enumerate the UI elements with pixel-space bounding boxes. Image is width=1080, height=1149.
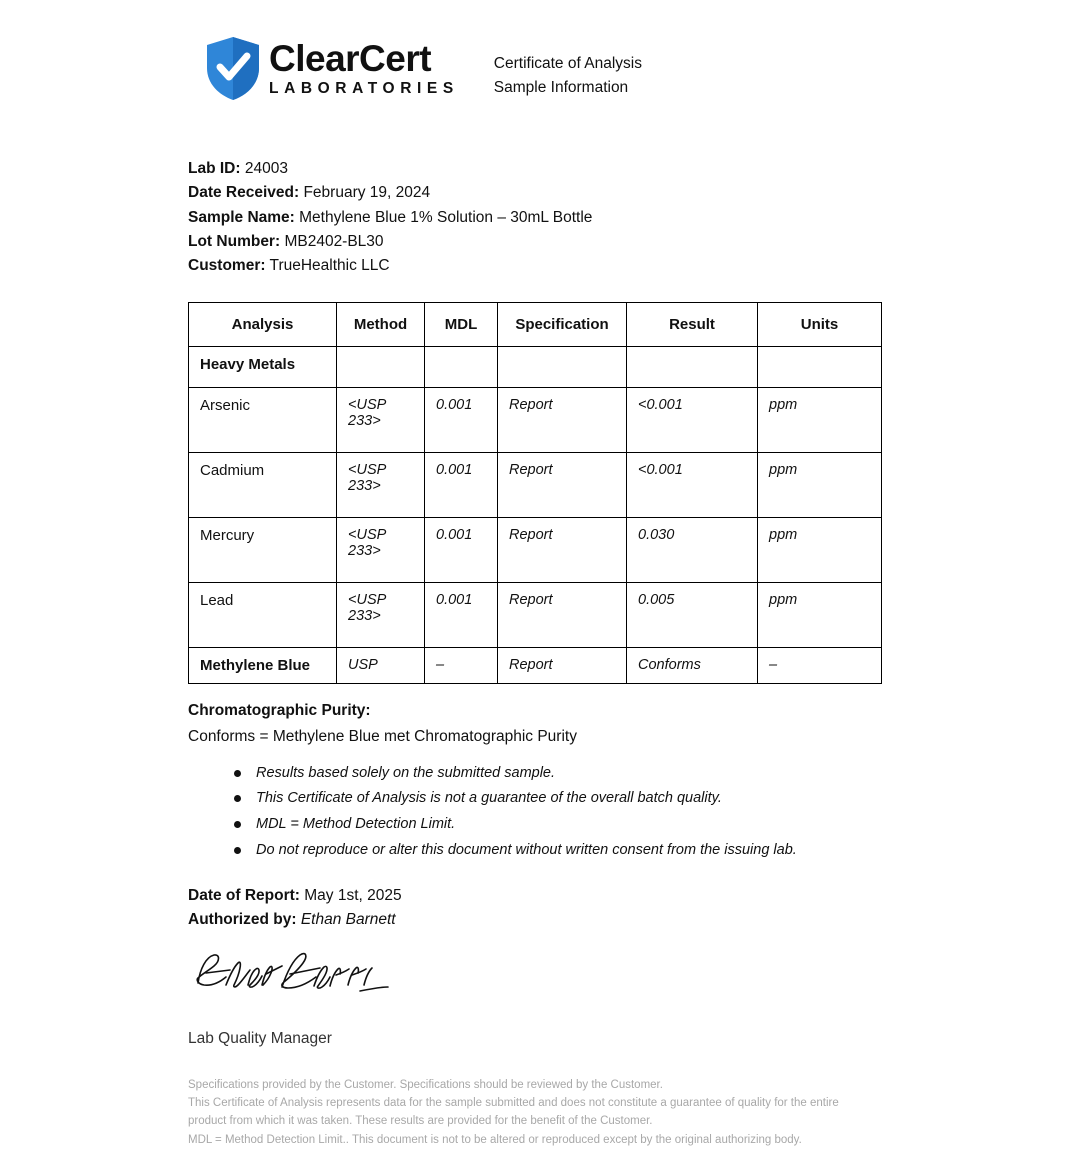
document-title-line1: Certificate of Analysis [493,55,642,72]
notes-list [232,764,1080,860]
cell-result [627,346,758,387]
sample-info-row [188,181,1080,205]
cell-analysis: Lead [189,582,337,647]
cell-result: 0.005 [627,582,758,647]
cell-mdl: 0.001 [425,452,498,517]
cell-result: <0.001 [627,387,758,452]
cell-analysis: Mercury [189,517,337,582]
authorized-by-label: Authorized by: [188,911,297,929]
table-row [189,647,882,683]
sample-info-row [188,157,1080,181]
cell-result: 0.030 [627,517,758,582]
cell-analysis: Arsenic [189,387,337,452]
lot-number-label: Lot Number: [188,232,281,250]
cell-specification [498,346,627,387]
brand-text [269,37,459,99]
footer-line-2: This Certificate of Analysis represents data for the sample submitted and does not constitute a guarantee of quality for the entire product from which it was taken. These results are provided for the benefit of the Customer. [188,1097,839,1128]
table-row [189,582,882,647]
cell-units: ppm [758,582,882,647]
signoff-section [188,884,1080,933]
cell-units: – [758,647,882,683]
results-table [188,302,882,684]
table-row [189,517,882,582]
cell-units: ppm [758,452,882,517]
sample-name-value: Methylene Blue 1% Solution – 30mL Bottle [299,208,593,226]
footer-line-3: MDL = Method Detection Limit.. This document is not to be altered or reproduced except by the original authorizing body. [188,1133,802,1146]
column-header-result: Result [627,302,758,346]
sample-information [188,157,1080,279]
date-received-value: February 19, 2024 [303,184,431,202]
document-title-line2: Sample Information [493,79,629,97]
brand-name: ClearCert [269,37,432,79]
list-item: Results based solely on the submitted sample. [232,764,1080,783]
cell-units [758,346,882,387]
column-header-specification: Specification [498,302,627,346]
column-header-mdl: MDL [425,302,498,346]
report-date-label: Date of Report: [188,887,300,905]
authorized-by-value: Ethan Barnett [300,911,396,929]
table-row [189,452,882,517]
authorized-by-row [188,908,1080,932]
chromatographic-purity-section [188,702,1080,746]
cell-method: <USP 233> [337,582,425,647]
document-footer [188,1076,878,1149]
cell-analysis: Cadmium [189,452,337,517]
cell-specification: Report [498,647,627,683]
cell-specification: Report [498,452,627,517]
cell-method: <USP 233> [337,452,425,517]
cell-result: <0.001 [627,452,758,517]
sample-name-label: Sample Name: [188,208,295,226]
cell-method [337,346,425,387]
cell-specification: Report [498,582,627,647]
cell-method: <USP 233> [337,517,425,582]
cell-analysis: Methylene Blue [189,647,337,683]
report-date-value: May 1st, 2025 [304,887,402,905]
cell-mdl: 0.001 [425,582,498,647]
sample-info-row [188,206,1080,230]
list-item: MDL = Method Detection Limit. [232,815,1080,834]
customer-value: TrueHealthic LLC [269,257,390,275]
table-header-row [189,302,882,346]
sample-info-row [188,230,1080,254]
cell-units: ppm [758,517,882,582]
cell-method: <USP 233> [337,387,425,452]
signature-image [190,947,390,1003]
clearcert-logo [205,36,459,102]
cell-specification: Report [498,517,627,582]
footer-line-1: Specifications provided by the Customer. Specifications should be reviewed by the Customer. [188,1078,663,1091]
list-item: Do not reproduce or alter this document without written consent from the issuing lab. [232,841,1080,860]
lot-number-value: MB2402-BL30 [284,232,384,250]
column-header-units: Units [758,302,882,346]
purity-text: Conforms = Methylene Blue met Chromatographic Purity [188,727,577,745]
cell-mdl: 0.001 [425,517,498,582]
column-header-analysis: Analysis [189,302,337,346]
list-item: This Certificate of Analysis is not a guarantee of the overall batch quality. [232,789,1080,808]
shield-check-icon [205,36,261,102]
lab-id-value: 24003 [244,160,288,177]
lab-id-label: Lab ID: [188,160,241,177]
cell-analysis: Heavy Metals [189,346,337,387]
document-header [0,0,1080,102]
cell-units: ppm [758,387,882,452]
customer-label: Customer: [188,257,266,275]
column-header-method: Method [337,302,425,346]
table-row [189,346,882,387]
cell-result: Conforms [627,647,758,683]
purity-heading: Chromatographic Purity: [188,701,371,719]
date-received-label: Date Received: [188,184,300,202]
sample-info-row [188,254,1080,278]
brand-subtitle: LABORATORIES [269,80,459,98]
document-title [494,36,642,100]
report-date-row [188,884,1080,908]
cell-mdl [425,346,498,387]
table-row [189,387,882,452]
cell-mdl: – [425,647,498,683]
cell-method: USP [337,647,425,683]
signature-title: Lab Quality Manager [188,1029,332,1047]
cell-mdl: 0.001 [425,387,498,452]
cell-specification: Report [498,387,627,452]
